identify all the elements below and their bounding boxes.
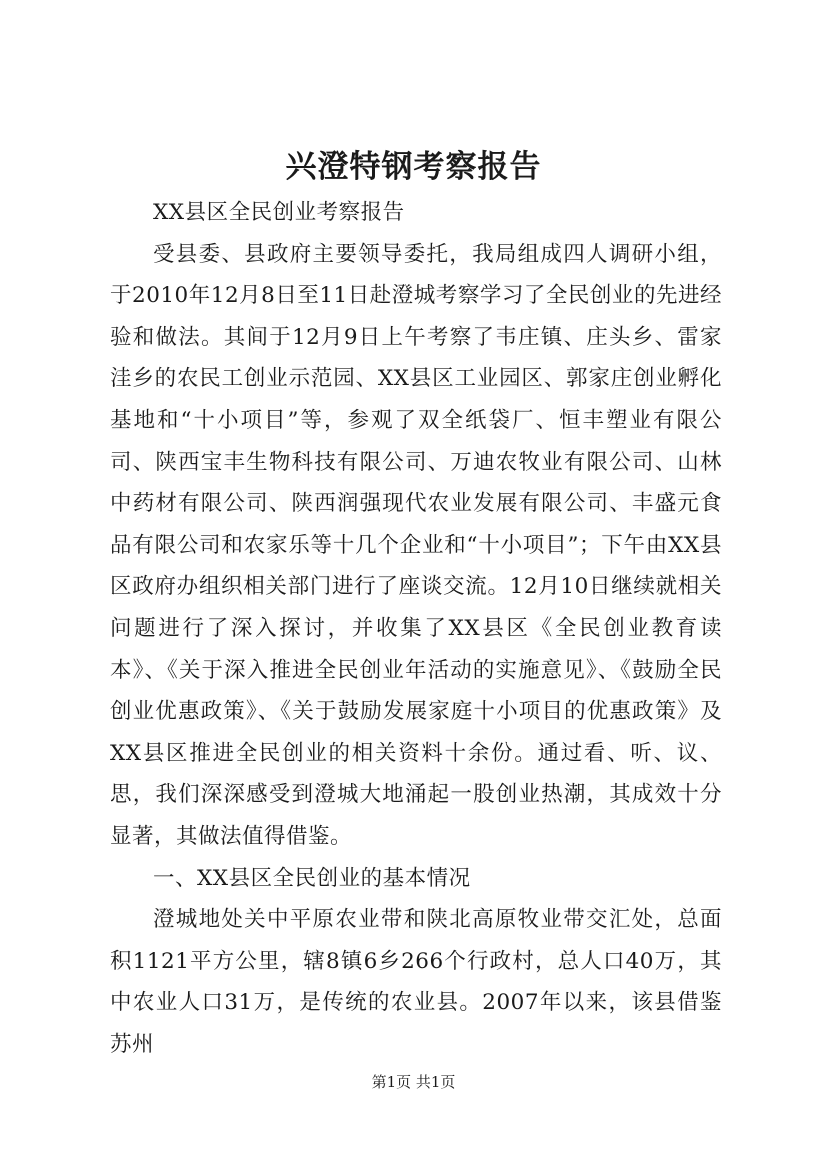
subtitle-paragraph: XX县区全民创业考察报告 [153,200,405,225]
intro-paragraph: 受县委、县政府主要领导委托，我局组成四人调研小组，于2010年12月8日至11日赴澄城考察学习了全民创业的先进经验和做法。其间于12月9日上午考察了韦庄镇、庄头乡、雷家洼乡的农民工创业示范园、XX县区工业园区、郭家庄创业孵化基地和“十小项目”等，参观了双全纸袋厂、恒丰塑业有限公司、陕西宝丰生物科技有限公司、万迪农牧业有限公司、山林中药材有限公司、陕西润强现代农业发展有限公司、丰盛元食品有限公司和农家乐等十几个企业和“十小项目”；下午由XX县区政府办组织相关部门进行了座谈交流。12月10日继续就相关问题进行了深入探讨，并收集了XX县区《全民创业教育读本》、《关于深入推进全民创业年活动的实施意见》、《鼓励全民创业优惠政策》、《关于鼓励发展家庭十小项目的优惠政策》及XX县区推进全民创业的相关资料十余份。通过看、听、议、思，我们深深感受到澄城大地涌起一股创业热潮，其成效十分显著，其做法值得借鉴。 [110,241,722,849]
section-heading: 一、XX县区全民创业的基本情况 [153,865,471,891]
document-title: 兴澄特钢考察报告 [285,149,542,185]
overview-paragraph: 澄城地处关中平原农业带和陕北高原牧业带交汇处，总面积1121平方公里，辖8镇6乡266个行政村，总人口40万，其中农业人口31万，是传统的农业县。2007年以来，该县借鉴苏州 [110,907,722,1057]
document-body [110,192,722,1065]
page-number: 第1页 共1页 [371,1073,456,1091]
